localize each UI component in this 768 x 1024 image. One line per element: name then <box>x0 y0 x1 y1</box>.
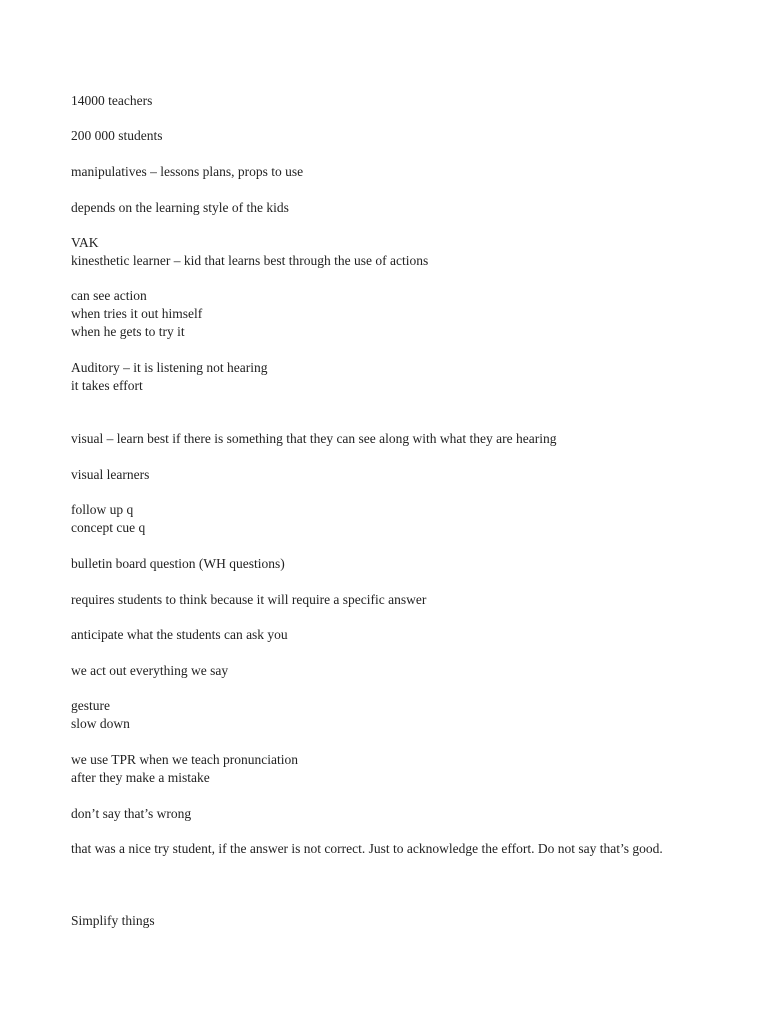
text-line: it takes effort <box>71 378 143 393</box>
text-line: visual learners <box>71 467 150 482</box>
text-line: slow down <box>71 716 130 731</box>
text-line: bulletin board question (WH questions) <box>71 556 285 571</box>
text-line: manipulatives – lessons plans, props to use <box>71 164 304 179</box>
text-line: depends on the learning style of the kids <box>71 200 289 215</box>
text-line: after they make a mistake <box>71 770 210 785</box>
text-line: we use TPR when we teach pronunciation <box>71 752 298 767</box>
text-line: when he gets to try it <box>71 324 185 339</box>
text-line: concept cue q <box>71 520 146 535</box>
text-line: requires students to think because it will require a specific answer <box>71 592 427 607</box>
text-line: don’t say that’s wrong <box>71 806 192 821</box>
text-line: can see action <box>71 288 147 303</box>
text-line: VAK <box>71 235 99 250</box>
text-line: kinesthetic learner – kid that learns best through the use of actions <box>71 253 429 268</box>
text-paragraph: that was a nice try student, if the answer is not correct. Just to acknowledge the effort. Do not say that’s good. <box>71 841 663 856</box>
text-line: gesture <box>71 698 110 713</box>
text-line: anticipate what the students can ask you <box>71 627 288 642</box>
text-line: Simplify things <box>71 913 155 928</box>
text-line: when tries it out himself <box>71 306 203 321</box>
text-line: 200 000 students <box>71 128 163 143</box>
text-line: follow up q <box>71 502 134 517</box>
text-line: we act out everything we say <box>71 663 229 678</box>
text-line: Auditory – it is listening not hearing <box>71 360 268 375</box>
text-line: 14000 teachers <box>71 93 153 108</box>
text-line: visual – learn best if there is something that they can see along with what they are hearing <box>71 431 557 446</box>
